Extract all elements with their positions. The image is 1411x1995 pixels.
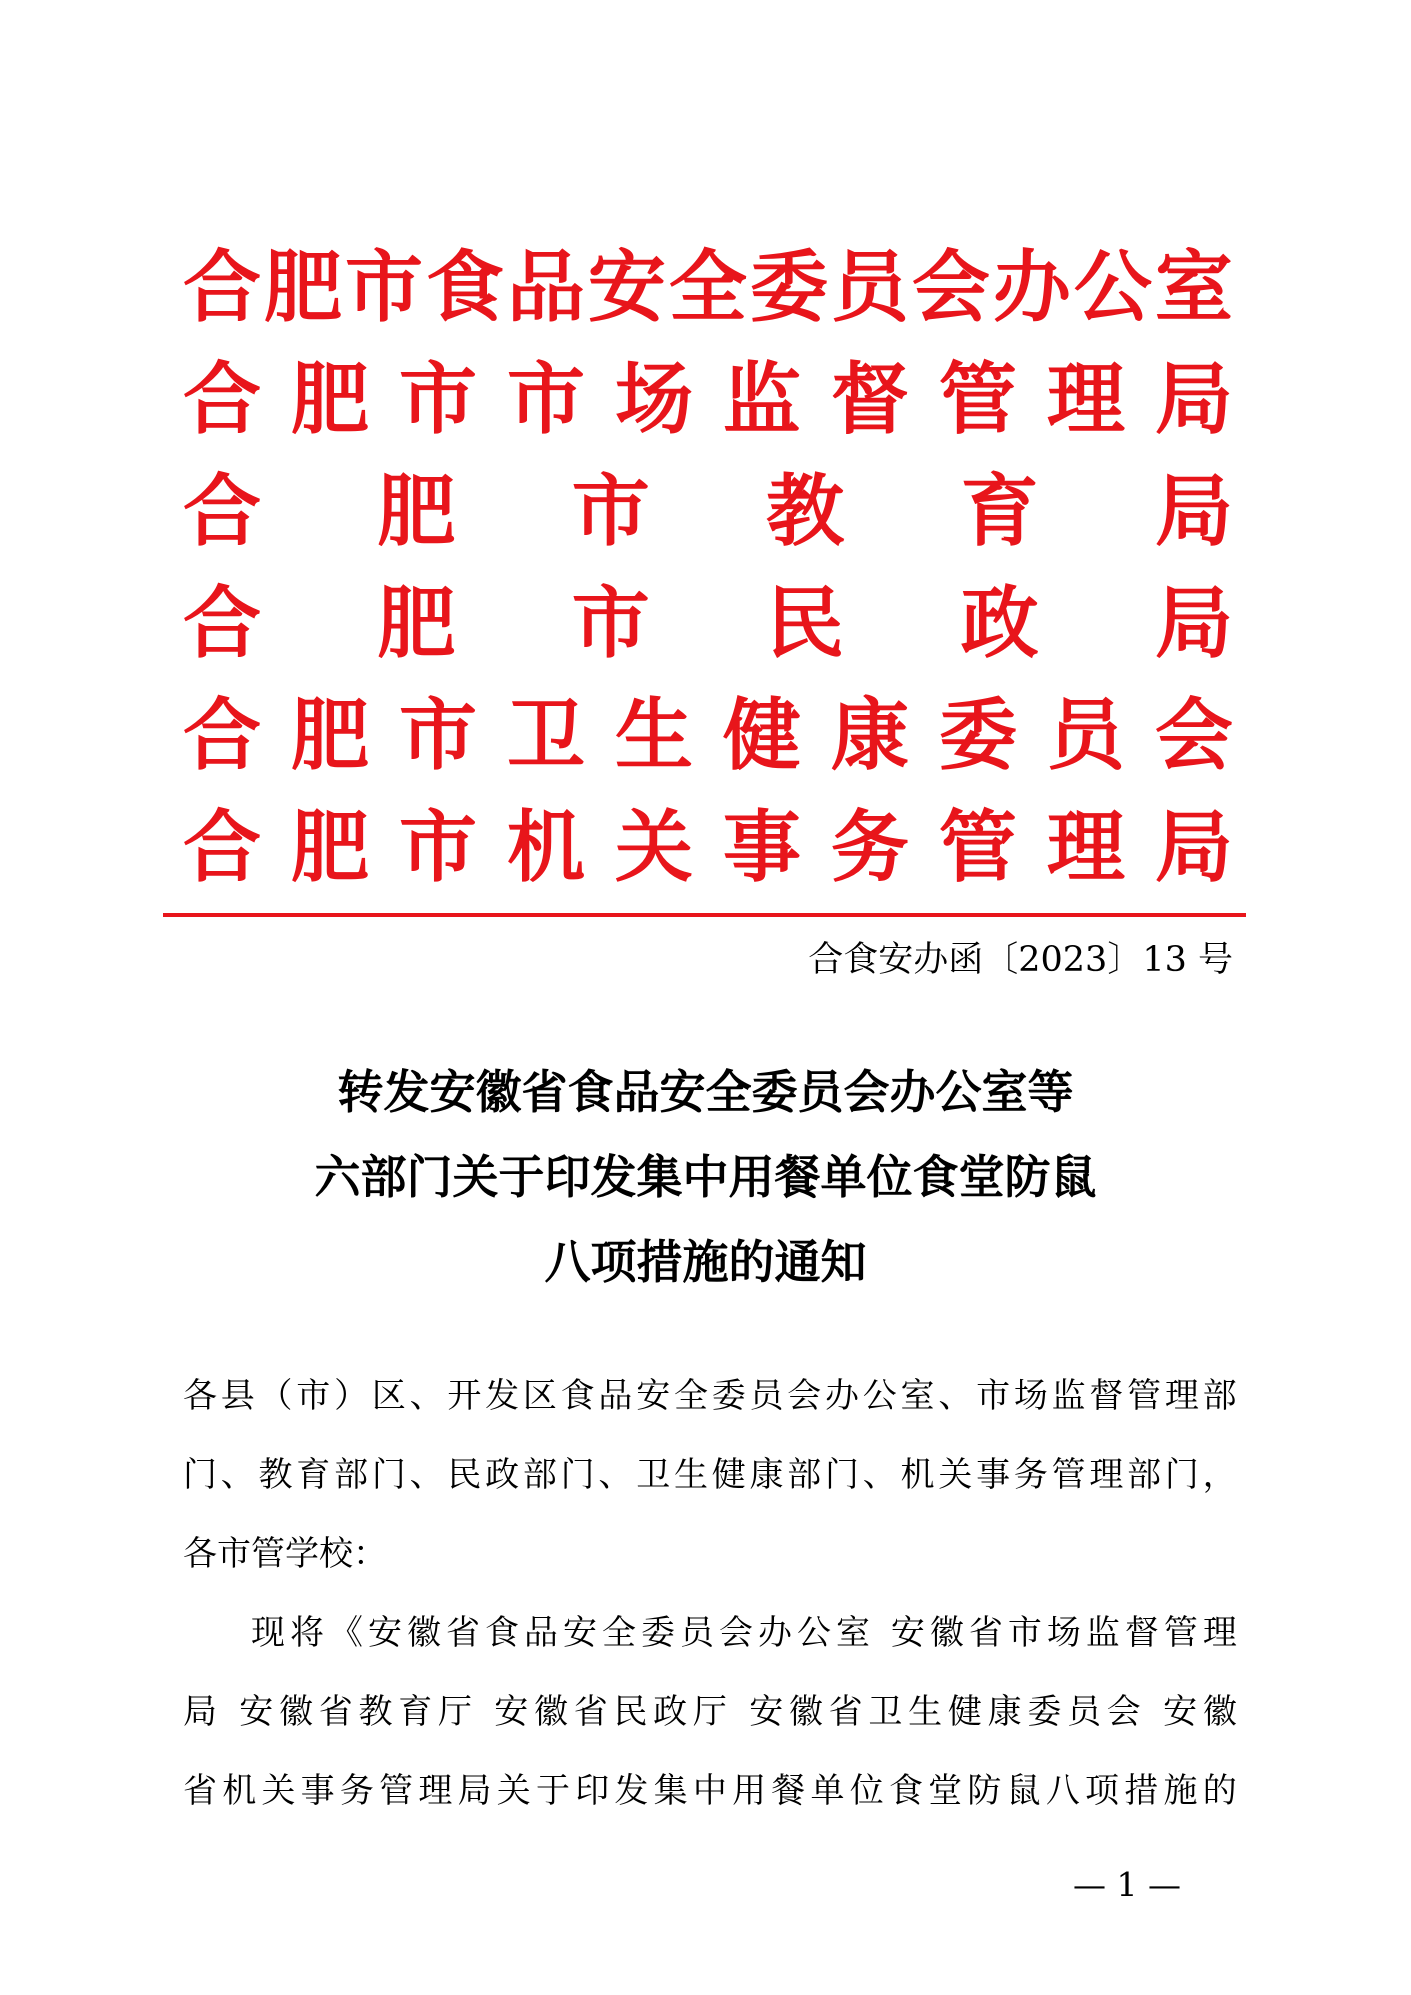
body-char: 委	[1027, 1692, 1062, 1732]
body-char: 委	[711, 1376, 746, 1416]
body-char: 健	[947, 1692, 982, 1732]
document-number: 合食安办函〔2023〕13 号	[808, 940, 1233, 980]
body-paragraph	[183, 1594, 1237, 1831]
body-char: 康	[987, 1692, 1022, 1732]
body-char: 督	[1124, 1613, 1159, 1653]
issuer-char: 合	[183, 578, 262, 669]
body-char: 室	[900, 1376, 935, 1416]
body-char: 项	[1085, 1771, 1120, 1811]
issuer-line	[183, 456, 1233, 568]
body-char: 厅	[692, 1692, 727, 1732]
body-char: 政	[485, 1455, 520, 1495]
body-char: 督	[1089, 1376, 1124, 1416]
body-char: 省	[573, 1692, 608, 1732]
body-char: 将	[290, 1613, 324, 1653]
issuer-char: 机	[506, 802, 585, 893]
body-char: 场	[1046, 1613, 1081, 1653]
body-char: 会	[1106, 1692, 1141, 1732]
body-char	[1147, 1673, 1158, 1752]
body-char: 室	[836, 1613, 870, 1653]
issuer-char: 全	[668, 242, 747, 333]
body-char: 门	[560, 1455, 595, 1495]
issuer-char: 关	[614, 802, 693, 893]
issuer-char: 委	[938, 690, 1017, 781]
issuer-line	[183, 680, 1233, 792]
body-char: 部	[1127, 1455, 1162, 1495]
body-char: 康	[749, 1455, 784, 1495]
body-char: 公	[797, 1613, 831, 1653]
issuer-char: 合	[183, 354, 262, 445]
body-char: 关	[938, 1455, 973, 1495]
body-char: 县	[220, 1376, 255, 1416]
body-char: 管	[1051, 1455, 1086, 1495]
body-char: 民	[613, 1692, 648, 1732]
issuer-char: 市	[398, 354, 477, 445]
red-header-rule	[163, 913, 1246, 917]
body-char: 、	[409, 1455, 444, 1495]
body-char: 徽	[788, 1692, 823, 1732]
body-char: 区	[371, 1376, 406, 1416]
body-char: 部	[334, 1455, 369, 1495]
body-char: 公	[862, 1376, 897, 1416]
issuer-char: 场	[614, 354, 693, 445]
body-char: 各	[183, 1376, 217, 1416]
body-char: 全	[673, 1376, 708, 1416]
body-char: 教	[358, 1692, 393, 1732]
issuer-char: 合	[183, 802, 262, 893]
issuer-char: 教	[766, 466, 845, 557]
issuer-char: 事	[722, 802, 801, 893]
body-line	[183, 1436, 1237, 1515]
body-char: 关	[261, 1771, 296, 1811]
body-char: 务	[339, 1771, 374, 1811]
issuer-char: 生	[614, 690, 693, 781]
body-char: 健	[711, 1455, 746, 1495]
issuer-line	[183, 568, 1233, 680]
issuer-char: 管	[938, 354, 1017, 445]
issuer-char: 肥	[377, 578, 456, 669]
body-char: 关	[496, 1771, 531, 1811]
issuer-char: 局	[1154, 802, 1233, 893]
title-line: 转发安徽省食品安全委员会办公室等	[337, 1065, 1074, 1119]
body-char: 施	[1163, 1771, 1198, 1811]
body-char: 用	[732, 1771, 767, 1811]
issuer-char: 市	[571, 578, 650, 669]
body-char: 务	[1013, 1455, 1048, 1495]
issuer-masthead	[183, 232, 1233, 904]
body-char: 、	[409, 1376, 444, 1416]
body-char: 防	[967, 1771, 1002, 1811]
body-char: 局	[183, 1692, 217, 1732]
body-line	[183, 1673, 1237, 1752]
issuer-char: 委	[749, 242, 828, 333]
body-char: 品	[524, 1613, 558, 1653]
issuer-char: 肥	[290, 802, 369, 893]
body-char: 会	[787, 1376, 822, 1416]
body-char: 、	[220, 1455, 255, 1495]
body-char: 印	[575, 1771, 610, 1811]
title-line: 六部门关于印发集中用餐单位食堂防鼠	[314, 1150, 1097, 1204]
body-char: 卫	[636, 1455, 671, 1495]
body-char: 机	[900, 1455, 935, 1495]
body-char: ，	[1202, 1455, 1237, 1495]
issuer-char: 市	[571, 466, 650, 557]
body-char: 安	[494, 1692, 529, 1732]
body-char: 教	[258, 1455, 293, 1495]
body-char: 于	[535, 1771, 570, 1811]
issuer-char: 肥	[263, 242, 342, 333]
body-char: 省	[183, 1771, 217, 1811]
body-line	[183, 1752, 1237, 1831]
body-char: 理	[1089, 1455, 1124, 1495]
issuer-char: 督	[830, 354, 909, 445]
body-char: 管	[1127, 1376, 1162, 1416]
body-char: 厅	[437, 1692, 472, 1732]
body-char: 门	[371, 1455, 406, 1495]
body-char: 理	[1164, 1376, 1199, 1416]
body-char: 部	[1202, 1376, 1237, 1416]
body-char: 省	[828, 1692, 863, 1732]
body-char: 安	[890, 1613, 925, 1653]
body-char: 部	[522, 1455, 557, 1495]
body-char: 食	[888, 1771, 923, 1811]
body-char: 部	[787, 1455, 822, 1495]
body-char: 委	[641, 1613, 675, 1653]
issuer-char: 办	[992, 242, 1071, 333]
body-char: 员	[1067, 1692, 1102, 1732]
issuer-char: 合	[183, 242, 262, 333]
body-char: 位	[849, 1771, 884, 1811]
issuer-char: 会	[911, 242, 990, 333]
issuer-char: 肥	[290, 354, 369, 445]
body-char: （	[258, 1376, 293, 1416]
body-char: 《	[329, 1613, 363, 1653]
title-line: 八项措施的通知	[544, 1235, 867, 1289]
body-char: 管	[379, 1771, 414, 1811]
body-char: 徽	[279, 1692, 314, 1732]
issuer-char: 民	[766, 578, 845, 669]
issuer-char: 务	[830, 802, 909, 893]
body-char: 开	[447, 1376, 482, 1416]
body-char: 徽	[1202, 1692, 1237, 1732]
issuer-char: 监	[722, 354, 801, 445]
document-body	[183, 1357, 1237, 1831]
body-char: 生	[673, 1455, 708, 1495]
body-char: 事	[976, 1455, 1011, 1495]
issuer-char: 局	[1154, 466, 1233, 557]
body-char: 生	[908, 1692, 943, 1732]
body-char: 办	[758, 1613, 792, 1653]
body-char: 徽	[407, 1613, 441, 1653]
body-char	[733, 1673, 744, 1752]
issuer-char: 管	[938, 802, 1017, 893]
addressee	[183, 1357, 1237, 1594]
body-char: 事	[300, 1771, 335, 1811]
body-char: 措	[1124, 1771, 1159, 1811]
body-char: 市	[1007, 1613, 1042, 1653]
issuer-char: 理	[1046, 354, 1125, 445]
issuer-char: 政	[960, 578, 1039, 669]
body-char: 、	[862, 1455, 897, 1495]
body-char: 发	[485, 1376, 520, 1416]
body-char	[478, 1673, 489, 1752]
body-line: 各市管学校：	[183, 1534, 387, 1574]
body-char: 民	[447, 1455, 482, 1495]
body-char: 门	[825, 1455, 860, 1495]
issuer-char: 品	[506, 242, 585, 333]
body-char: 、	[598, 1455, 633, 1495]
body-char: 集	[653, 1771, 688, 1811]
body-char: 省	[446, 1613, 480, 1653]
issuer-char: 局	[1154, 578, 1233, 669]
issuer-char: 市	[398, 802, 477, 893]
issuer-char: 市	[344, 242, 423, 333]
body-char: 政	[653, 1692, 688, 1732]
issuer-char: 食	[425, 242, 504, 333]
page-number: — 1 —	[1073, 1865, 1181, 1904]
issuer-char: 卫	[506, 690, 585, 781]
body-char: 徽	[533, 1692, 568, 1732]
body-char: 育	[296, 1455, 331, 1495]
issuer-char: 肥	[290, 690, 369, 781]
body-char: 会	[719, 1613, 753, 1653]
body-char: ）	[334, 1376, 369, 1416]
body-char: 安	[368, 1613, 402, 1653]
body-char: 安	[563, 1613, 597, 1653]
body-line	[183, 1594, 1237, 1673]
body-char: 安	[749, 1692, 784, 1732]
body-char: 安	[239, 1692, 274, 1732]
body-char: 员	[749, 1376, 784, 1416]
body-char: 门	[183, 1455, 217, 1495]
issuer-char: 市	[398, 690, 477, 781]
issuer-char: 员	[1046, 690, 1125, 781]
body-char: 食	[485, 1613, 519, 1653]
issuer-char: 局	[1154, 354, 1233, 445]
body-char: 育	[398, 1692, 433, 1732]
body-char: 餐	[771, 1771, 806, 1811]
body-char: 办	[825, 1376, 860, 1416]
body-char: 理	[418, 1771, 453, 1811]
body-char: 的	[1202, 1771, 1237, 1811]
issuer-char: 合	[183, 466, 262, 557]
body-char: 省	[318, 1692, 353, 1732]
body-char: 局	[457, 1771, 492, 1811]
body-char: 机	[222, 1771, 257, 1811]
body-char: 门	[1164, 1455, 1199, 1495]
body-char: 监	[1051, 1376, 1086, 1416]
body-char: 现	[251, 1613, 285, 1653]
body-char: 员	[680, 1613, 714, 1653]
body-char: 卫	[868, 1692, 903, 1732]
issuer-char: 康	[830, 690, 909, 781]
body-char: 中	[692, 1771, 727, 1811]
body-char: 鼠	[1006, 1771, 1041, 1811]
body-char: 市	[976, 1376, 1011, 1416]
body-char: 市	[296, 1376, 331, 1416]
issuer-char: 市	[506, 354, 585, 445]
body-char	[875, 1594, 886, 1673]
issuer-line	[183, 344, 1233, 456]
issuer-line	[183, 792, 1233, 904]
issuer-char: 健	[722, 690, 801, 781]
document-title	[0, 1050, 1411, 1305]
body-char: 单	[810, 1771, 845, 1811]
issuer-char: 育	[960, 466, 1039, 557]
body-char: 发	[614, 1771, 649, 1811]
body-char: 监	[1085, 1613, 1120, 1653]
issuer-char: 合	[183, 690, 262, 781]
body-char: 堂	[928, 1771, 963, 1811]
body-char	[223, 1673, 234, 1752]
body-char: 、	[938, 1376, 973, 1416]
issuer-char: 公	[1073, 242, 1152, 333]
issuer-char: 肥	[377, 466, 456, 557]
issuer-line	[183, 232, 1233, 344]
issuer-char: 员	[830, 242, 909, 333]
body-char: 管	[1163, 1613, 1198, 1653]
body-char: 全	[602, 1613, 636, 1653]
body-char: 安	[1163, 1692, 1198, 1732]
issuer-char: 理	[1046, 802, 1125, 893]
body-char: 省	[968, 1613, 1003, 1653]
body-char: 品	[598, 1376, 633, 1416]
issuer-char: 安	[587, 242, 666, 333]
body-char: 区	[522, 1376, 557, 1416]
body-char: 食	[560, 1376, 595, 1416]
body-char: 徽	[929, 1613, 964, 1653]
body-char: 场	[1013, 1376, 1048, 1416]
issuer-char: 室	[1154, 242, 1233, 333]
body-char: 八	[1045, 1771, 1080, 1811]
body-char: 安	[636, 1376, 671, 1416]
issuer-char: 会	[1154, 690, 1233, 781]
body-line	[183, 1357, 1237, 1436]
body-char: 理	[1202, 1613, 1237, 1653]
